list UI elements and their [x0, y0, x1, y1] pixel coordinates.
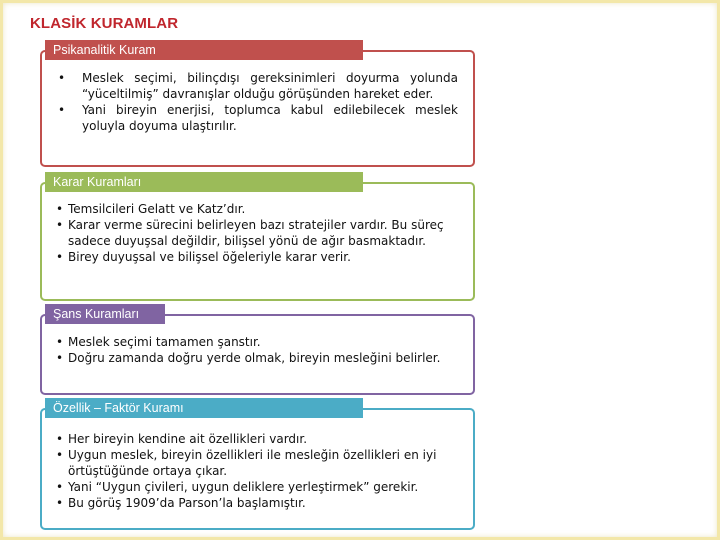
list-item: • Temsilcileri Gelatt ve Katz’dır.: [56, 201, 456, 217]
list-item: • Meslek seçimi tamamen şanstır.: [56, 334, 456, 350]
list-item: • Birey duyuşsal ve bilişsel öğeleriyle karar verir.: [56, 249, 456, 265]
section-psikanalitik-kuram: [40, 43, 475, 167]
list-item: • Yani bireyin enerjisi, toplumca kabul edilebilecek meslek yoluyla doyuma ulaştırılır.: [58, 102, 458, 134]
section-label: Şans Kuramları: [45, 304, 165, 324]
list-item: • Yani “Uygun çivileri, uygun deliklere yerleştirmek” gerekir.: [56, 479, 466, 495]
list-item: • Bu görüş 1909’da Parson’la başlamıştır.: [56, 495, 466, 511]
bullet-list: [56, 334, 456, 366]
list-item: • Doğru zamanda doğru yerde olmak, bireyin mesleğini belirler.: [56, 350, 456, 366]
bullet-list: [56, 201, 456, 265]
page-title: KLASİK KURAMLAR: [30, 15, 179, 32]
bullet-list: [56, 431, 466, 511]
list-item: • Uygun meslek, bireyin özellikleri ile mesleğin özellikleri en iyi örtüştüğünde ortaya çıkar.: [56, 447, 466, 479]
section-ozellik-faktor-kurami: [40, 401, 475, 530]
section-label: Karar Kuramları: [45, 172, 363, 192]
bullet-list: [58, 70, 458, 134]
list-item: • Her bireyin kendine ait özellikleri vardır.: [56, 431, 466, 447]
list-item: • Karar verme sürecini belirleyen bazı stratejiler vardır. Bu süreç sadece duyuşsal değildir, bilişsel yönü de ağır basmaktadır.: [56, 217, 456, 249]
section-label: Psikanalitik Kuram: [45, 40, 363, 60]
list-item: • Meslek seçimi, bilinçdışı gereksinimleri doyurma yolunda “yüceltilmiş” davranışlar olduğu görüşünden hareket eder.: [58, 70, 458, 102]
section-sans-kuramlari: [40, 307, 475, 395]
section-label: Özellik – Faktör Kuramı: [45, 398, 363, 418]
section-karar-kuramlari: [40, 175, 475, 301]
